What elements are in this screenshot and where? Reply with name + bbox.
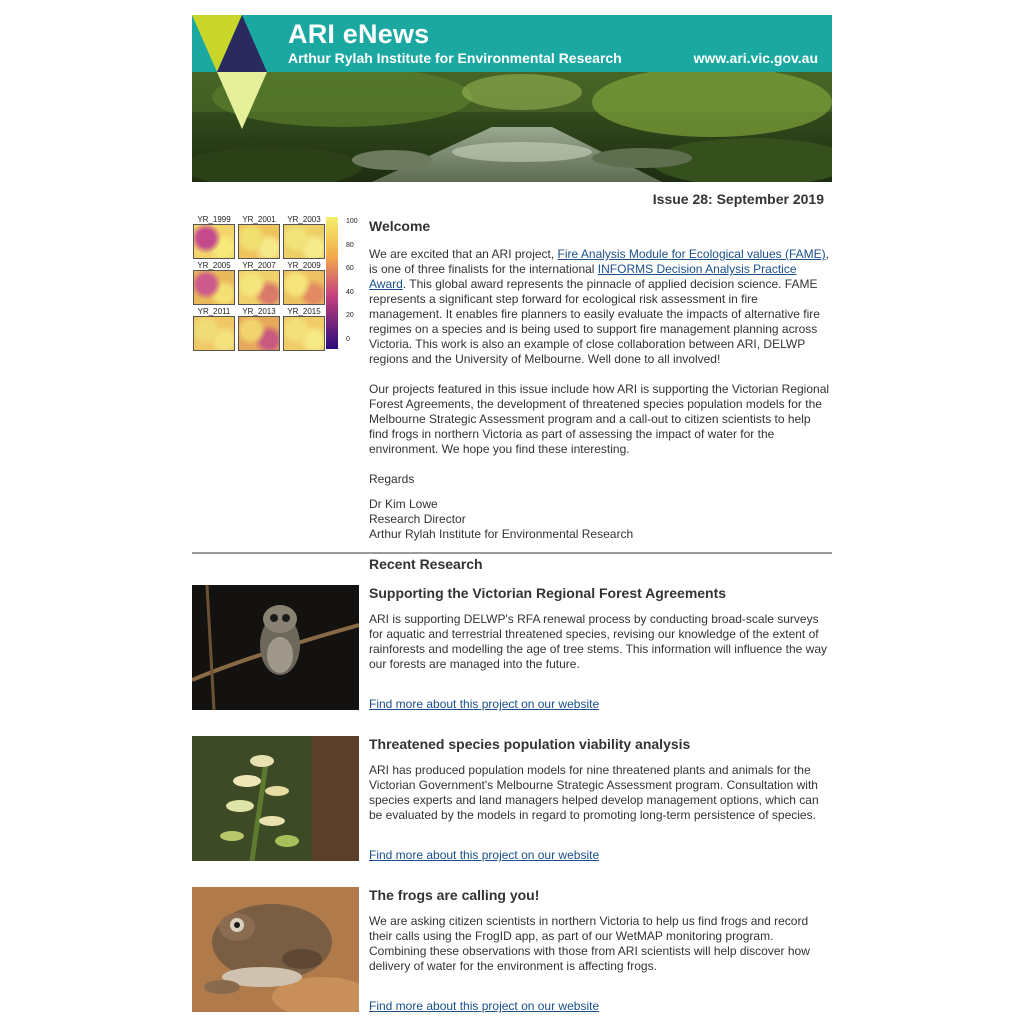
map-cell (192, 307, 236, 351)
institute-name: Arthur Rylah Institute for Environmental Research (288, 50, 622, 66)
map-thumbnail (283, 316, 325, 351)
map-cell (237, 307, 281, 351)
color-scale-bar (326, 217, 356, 353)
scale-tick-label: 20 (346, 312, 354, 320)
map-cell (282, 215, 326, 259)
flowering-plant-photo (192, 736, 359, 861)
regards-text: Regards (369, 472, 415, 486)
article-body: ARI has produced population models for nine threatened plants and animals for the Victorian Government's Melbourne Strategic Assessment program. Consultation with species experts and land managers helped develop management options, which can be evaluated by the models in regard to promoting long-term persistence of species. (369, 763, 819, 822)
map-thumbnail (193, 316, 235, 351)
welcome-text: . This global award represents the pinnacle of applied decision science. FAME represents a significant step forward for ecological risk assessment in fire management. It enables fire planners to easily evaluate the impacts of alternative fire regimes on a species and is being used to support fire management planning across Victoria. This work is also an example of close collaboration between ARI, DELWP regions and the University of Melbourne. Well done to all involved! (369, 277, 820, 366)
map-year-label: YR_2007 (242, 261, 276, 270)
scale-tick-label: 60 (346, 265, 354, 273)
newsletter-title: ARI eNews (288, 19, 430, 49)
welcome-text: , is one of three finalists for the international (369, 247, 829, 276)
scale-tick-label: 0 (346, 336, 350, 343)
website-url[interactable]: www.ari.vic.gov.au (693, 50, 818, 66)
map-year-label: YR_2009 (287, 261, 321, 270)
scale-tick-label: 100 (346, 218, 358, 225)
article-link[interactable]: Find more about this project on our website (369, 848, 600, 862)
newsletter (192, 15, 832, 1013)
map-thumbnail (283, 224, 325, 259)
map-cell (237, 215, 281, 259)
owl-photo (192, 585, 359, 710)
map-thumbnail (193, 224, 235, 259)
map-thumbnail (238, 316, 280, 351)
article-title[interactable]: Threatened species population viability analysis (369, 736, 691, 752)
welcome-paragraph-1 (369, 247, 832, 367)
map-cell (282, 261, 326, 305)
informs-award-link[interactable]: INFORMS Decision Analysis Practice Award (369, 262, 797, 291)
signature-name: Dr Kim Lowe (369, 497, 438, 511)
map-thumbnail (238, 224, 280, 259)
map-year-label: YR_2013 (242, 307, 276, 316)
fame-link[interactable]: Fire Analysis Module for Ecological values (FAME) (557, 247, 826, 261)
map-year-label: YR_2011 (197, 307, 231, 316)
welcome-paragraph-2: Our projects featured in this issue include how ARI is supporting the Victorian Regional Forest Agreements, the development of threatened species population models for the Melbourne Strategic Assessment program and a call-out to citizen scientists to help find frogs in northern Victoria as part of assessing the impact of water for the environment. We hope you find these interesting. (369, 382, 830, 456)
article-link[interactable]: Find more about this project on our website (369, 999, 600, 1013)
signature (369, 497, 832, 542)
scale-tick-label: 40 (346, 288, 354, 296)
map-year-label: YR_2005 (197, 261, 231, 270)
frog-photo (192, 887, 359, 1012)
article-body: ARI is supporting DELWP's RFA renewal process by conducting broad-scale surveys for aquatic and terrestrial threatened species, revising our knowledge of the extent of rainforests and modelling the age of tree stems. This information will influence the way our forests are managed into the future. (369, 612, 828, 671)
header-banner (192, 15, 832, 182)
map-year-label: YR_2015 (287, 307, 321, 316)
map-thumbnail (283, 270, 325, 305)
article-title[interactable]: Supporting the Victorian Regional Forest Agreements (369, 585, 727, 601)
scale-tick-label: 80 (346, 241, 354, 249)
map-cell (192, 215, 236, 259)
map-year-label: YR_1999 (197, 215, 231, 224)
ari-logo-icon (192, 15, 276, 131)
map-cell (192, 261, 236, 305)
signature-org: Arthur Rylah Institute for Environmental Research (369, 527, 634, 541)
article-body: We are asking citizen scientists in northern Victoria to help us find frogs and record their calls using the FrogID app, as part of our WetMAP monitoring program. Combining these observations with those from ARI scientists will help discover how delivery of water for the environment is affecting frogs. (369, 914, 810, 973)
section-divider (192, 552, 832, 554)
map-year-label: YR_2003 (287, 215, 321, 224)
fire-maps-figure (192, 215, 348, 351)
signature-role: Research Director (369, 512, 466, 526)
article-title[interactable]: The frogs are calling you! (369, 887, 540, 903)
stream-photo (192, 72, 832, 182)
map-cell (282, 307, 326, 351)
welcome-heading: Welcome (369, 218, 431, 234)
recent-research-heading: Recent Research (369, 556, 483, 572)
welcome-text: We are excited that an ARI project, (369, 247, 558, 261)
map-thumbnail (193, 270, 235, 305)
article-link[interactable]: Find more about this project on our website (369, 697, 600, 711)
map-thumbnail (238, 270, 280, 305)
issue-label: Issue 28: September 2019 (652, 191, 824, 207)
map-cell (237, 261, 281, 305)
map-year-label: YR_2001 (242, 215, 276, 224)
